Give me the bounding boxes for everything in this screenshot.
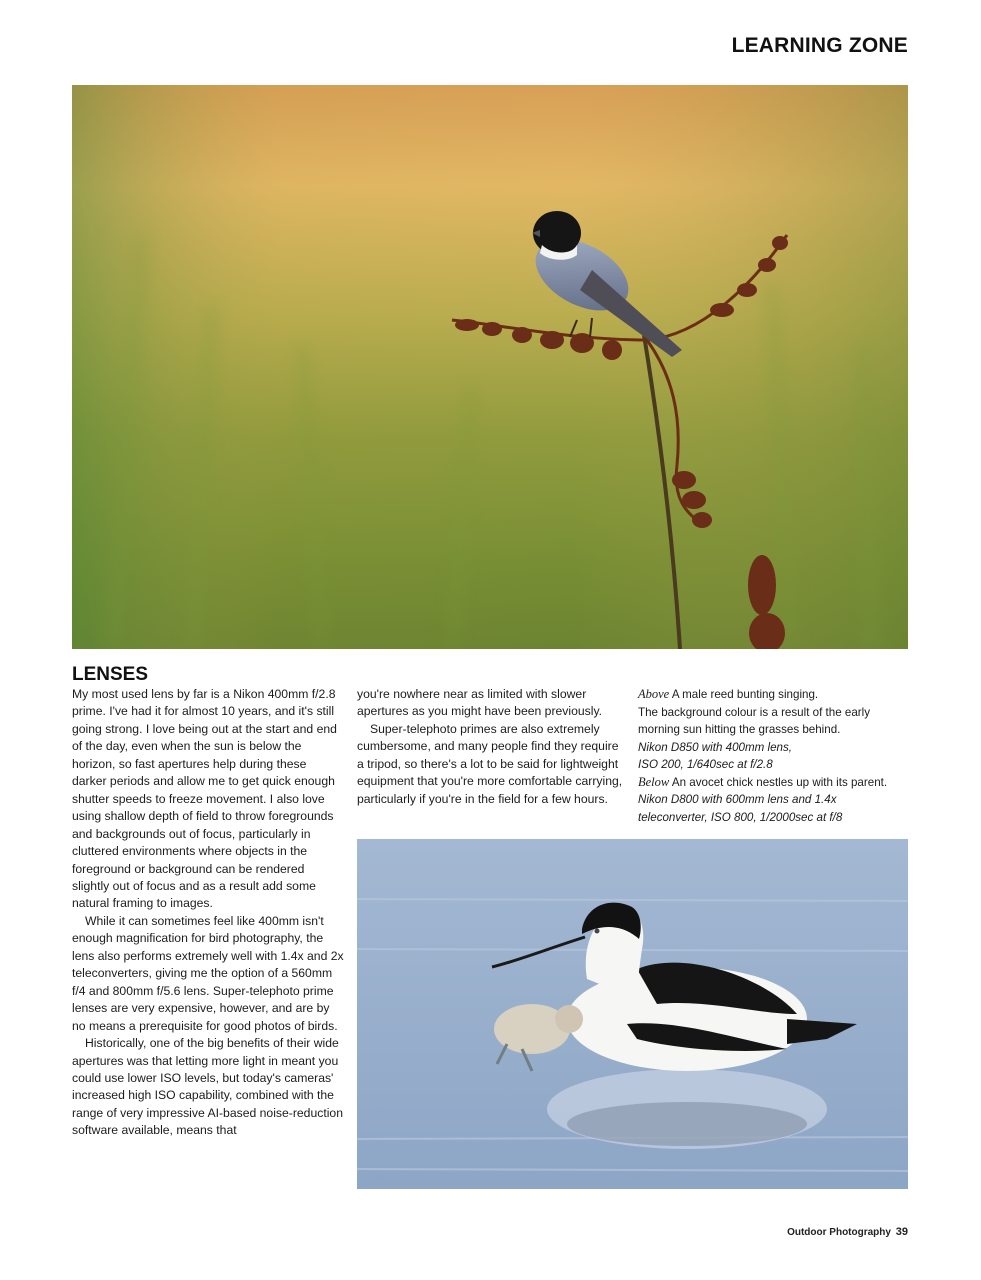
article-heading: LENSES [72,664,149,685]
caption-above-line [638,686,913,704]
caption-above-text-2: The background colour is a result of the early [638,705,870,719]
paragraph: you're nowhere near as limited with slower apertures as you might have been previously. [357,687,603,719]
reed-bunting-photo [72,85,908,649]
caption-above-text: A male reed bunting singing. [671,688,819,701]
caption-below-text: An avocet chick nestles up with its parent. [671,775,888,789]
article-column-2 [357,686,625,808]
section-header: LEARNING ZONE [731,34,908,57]
paragraph: Super-telephoto primes are also extremely cumbersome, and many people find they require a tripod, so there's a lot to be said for lightweight equipment that you're more comfortable carrying, particularly if you're in the field for a few hours. [357,721,623,806]
paragraph: While it can sometimes feel like 400mm isn't enough magnification for bird photography, the lens also performs extremely well with 1.4x and 2x teleconverters, giving me the option of a 560mm f/4 and 800mm f/5.6 lens. Super-telephoto prime lenses are very expensive, however, and are by no means a prerequisite for good photos of birds. [72,913,344,1033]
photo-captions [638,686,913,826]
caption-above-meta-1: Nikon D850 with 400mm lens, [638,740,793,754]
paragraph: My most used lens by far is a Nikon 400mm f/2.8 prime. I've had it for almost 10 years, and it's still going strong. I love being out at the start and end of the day, even when the sun is below the horizon, so fast apertures help during these darker periods and allow me to get quick enough shutter speeds to freeze movement. I also love using shallow depth of field to throw foregrounds and backgrounds out of focus, particularly in cluttered environments where objects in the foreground or background can be rendered slightly out of focus and as a result add some natural framing to images. [72,687,337,911]
avocet-photo [357,839,908,1189]
page-number: 39 [895,1226,908,1238]
caption-below-meta-1: Nikon D800 with 600mm lens and 1.4x [638,793,837,806]
caption-below-meta-2: teleconverter, ISO 800, 1/2000sec at f/8 [638,810,843,824]
article-column-1 [72,686,344,1140]
magazine-name: Outdoor Photography [787,1227,891,1238]
paragraph: Historically, one of the big benefits of their wide apertures was that letting more light in meant you could use lower ISO levels, but today's cameras' increased high ISO capability, combined with the range of very impressive AI-based noise-reduction software available, means that [72,1036,343,1138]
caption-above-label: Above [638,687,670,701]
caption-below-label: Below [638,774,670,789]
caption-above-text-3: morning sun hitting the grasses behind. [638,723,841,736]
page-footer [787,1226,908,1238]
caption-above-meta-2: ISO 200, 1/640sec at f/2.8 [638,758,773,771]
caption-below-line [638,774,913,792]
